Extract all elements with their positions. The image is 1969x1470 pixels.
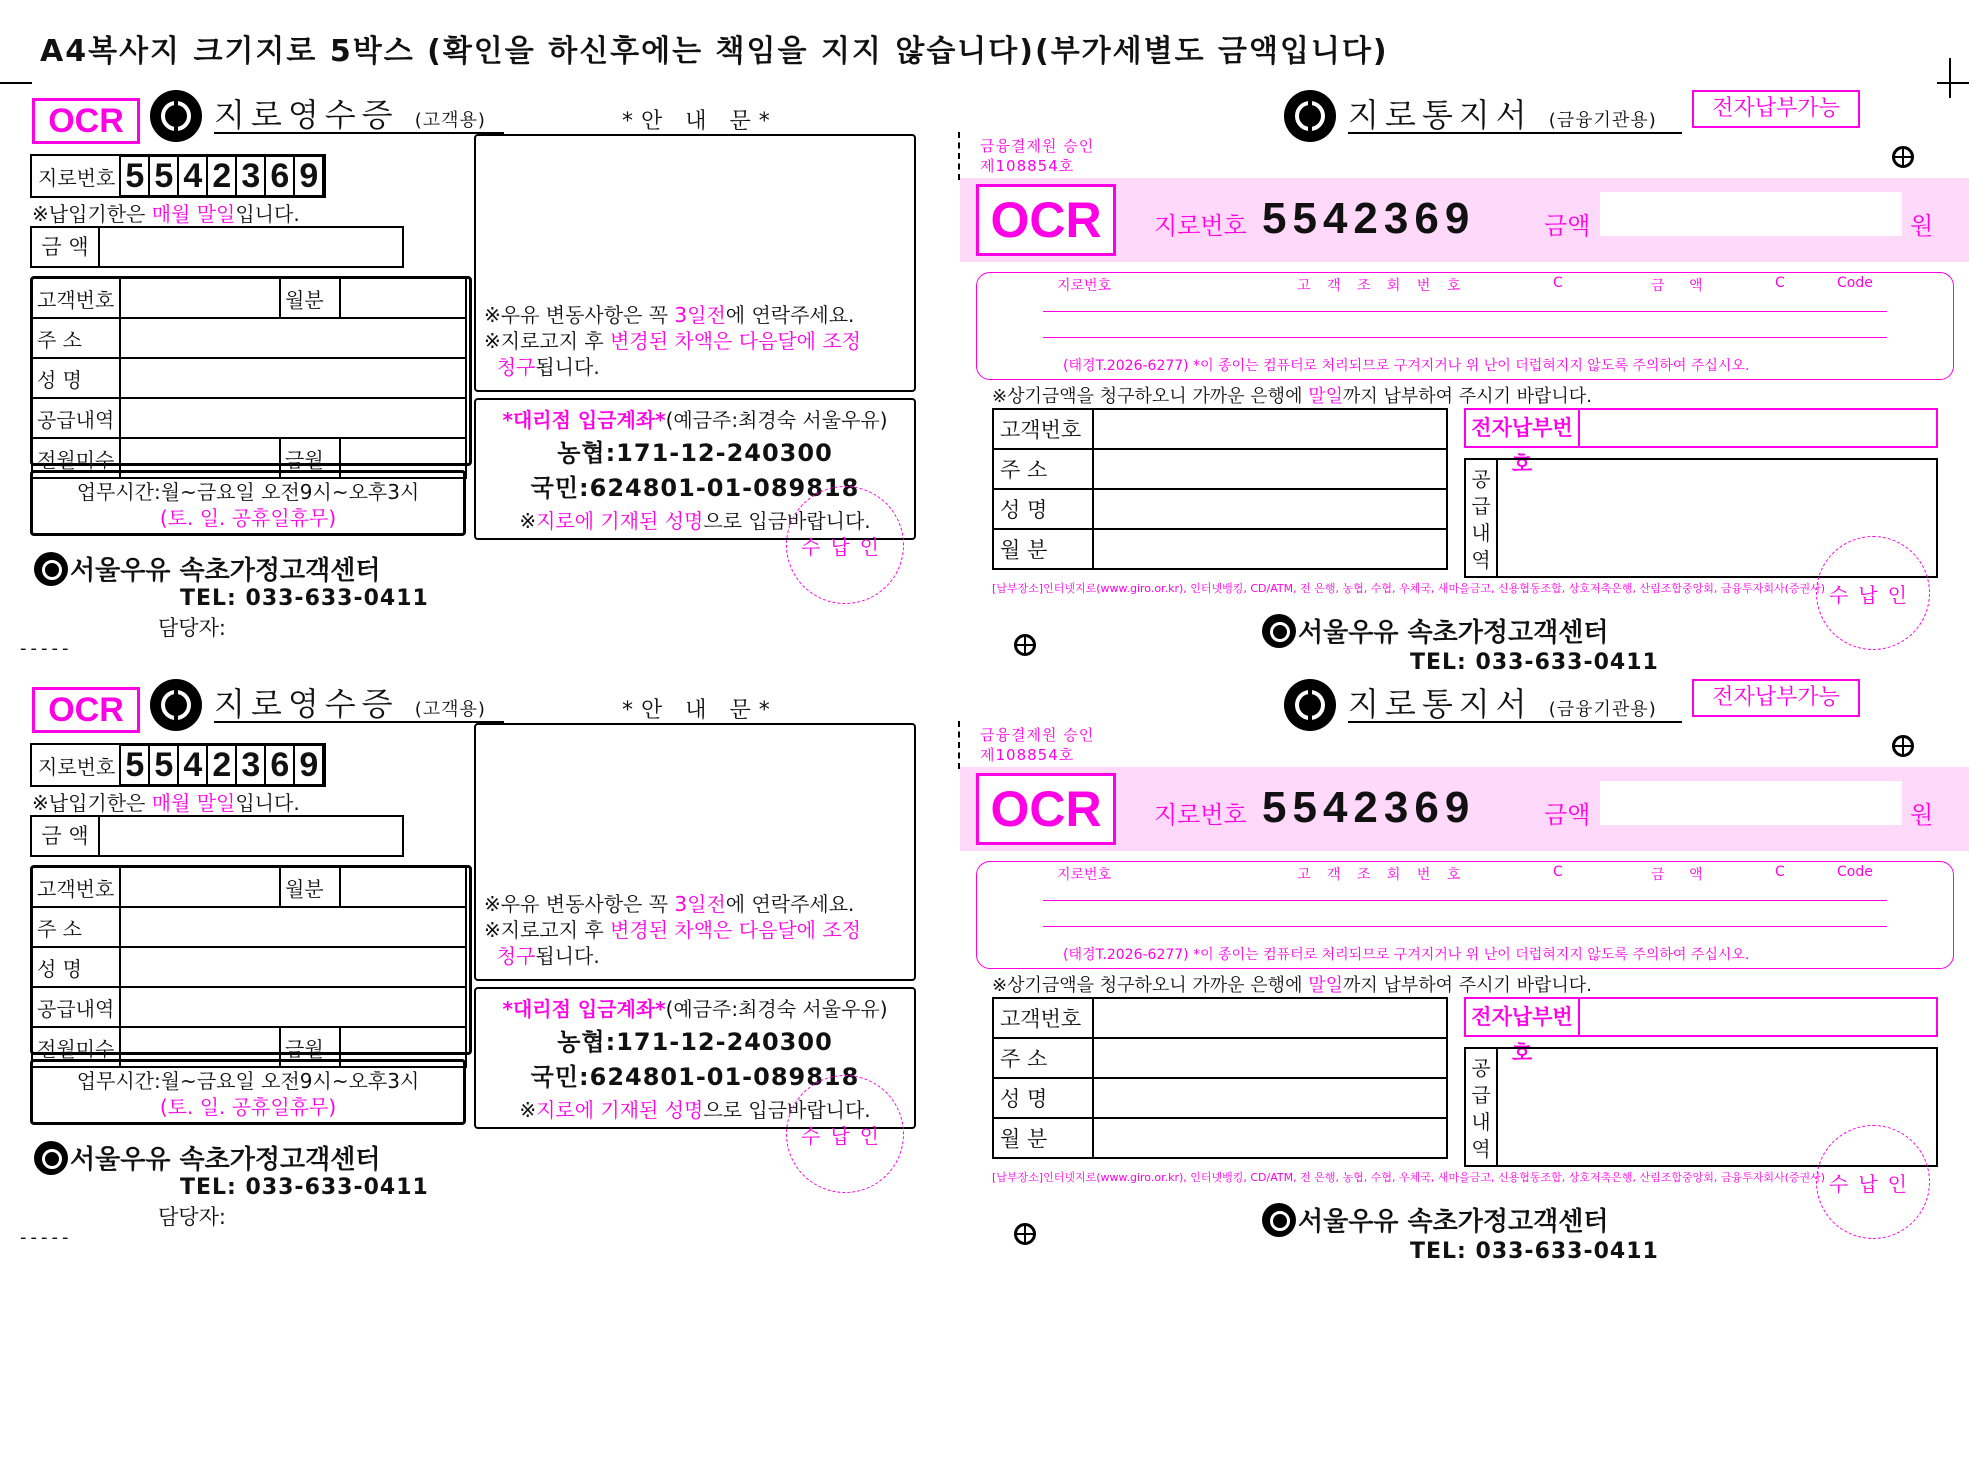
scan-head: 고 객 조 회 번 호 <box>1297 867 1467 883</box>
guide-text: ※우유 변동사항은 꼭 3일전에 연락주세요. ※지로고지 후 변경된 차액은 다음달에 조정 청구됩니다. <box>484 303 861 379</box>
guide-title: *안 내 문* <box>622 698 778 723</box>
supply-value[interactable] <box>120 987 466 1027</box>
receipt-info-table <box>31 866 467 1068</box>
giro-digit: 6 <box>264 744 295 786</box>
epay-number-box[interactable] <box>1464 408 1938 476</box>
customer-no-value[interactable] <box>120 867 280 907</box>
supply-label: 공급내역 <box>1466 460 1498 576</box>
address-label: 주 소 <box>32 318 120 358</box>
month-value[interactable] <box>340 867 466 907</box>
notice-ocr-label: OCR <box>976 184 1116 256</box>
epay-number-label: 전자납부번호 <box>1466 999 1580 1035</box>
receipt-giro-number <box>30 743 326 787</box>
receipt-title: 지로영수증 (고객용) <box>214 90 504 134</box>
center-tel: TEL: 033-633-0411 <box>180 586 429 611</box>
amount-label: 금 액 <box>32 228 100 266</box>
arrears-label: 전월미수 <box>32 1027 120 1067</box>
supply-label: 공급내역 <box>32 987 120 1027</box>
notice-ocr-label: OCR <box>976 773 1116 845</box>
guide-box <box>474 723 916 981</box>
address-value[interactable] <box>1093 1038 1447 1078</box>
customer-no-label: 고객번호 <box>993 409 1093 449</box>
notice-title: 지로통지서 (금융기관용) <box>1348 679 1682 723</box>
notice-info-table <box>992 408 1448 570</box>
fold-line <box>958 132 960 180</box>
giro-digit: 4 <box>177 744 208 786</box>
amount-label: 금 액 <box>32 817 100 855</box>
month-label: 월 분 <box>993 529 1093 569</box>
fold-line <box>958 721 960 769</box>
business-hours: 업무시간:월~금요일 오전9시~오후3시 (토. 일. 공휴일휴무) <box>30 1059 466 1125</box>
registration-mark-icon <box>1014 1223 1036 1245</box>
receipt-info-table <box>31 277 467 479</box>
scan-head: C <box>1553 275 1563 291</box>
address-label: 주 소 <box>32 907 120 947</box>
giro-form-set <box>0 685 1969 1275</box>
this-month-label: 금월 <box>280 1027 340 1067</box>
giro-logo-icon <box>150 90 202 142</box>
name-label: 성 명 <box>993 1078 1093 1118</box>
name-value[interactable] <box>1093 489 1447 529</box>
epay-number-box[interactable] <box>1464 997 1938 1065</box>
month-value[interactable] <box>340 278 466 318</box>
giro-digit: 2 <box>206 744 237 786</box>
scan-head: C <box>1775 864 1785 880</box>
notice-stamp-circle: 수납인 <box>1816 536 1930 650</box>
center-brand: 서울우유 속초가정고객센터 <box>1262 1201 1608 1238</box>
month-label: 월분 <box>280 278 340 318</box>
this-month-label: 금월 <box>280 438 340 478</box>
center-brand: 서울우유 속초가정고객센터 <box>34 550 380 587</box>
arrears-label: 전월미수 <box>32 438 120 478</box>
notice-stamp-circle: 수납인 <box>1816 1125 1930 1239</box>
giro-logo-icon <box>150 679 202 731</box>
scan-area <box>976 272 1954 380</box>
scan-head: C <box>1553 864 1563 880</box>
name-value[interactable] <box>120 358 466 398</box>
registration-mark-icon <box>1892 735 1914 757</box>
request-text: ※상기금액을 청구하오니 가까운 은행에 말일까지 납부하여 주시기 바랍니다. <box>992 975 1592 996</box>
giro-digit: 5 <box>148 155 179 197</box>
supply-label: 공급내역 <box>1466 1049 1498 1165</box>
center-brand: 서울우유 속초가정고객센터 <box>1262 612 1608 649</box>
won-label: 원 <box>1910 212 1934 240</box>
scan-head: 금 액 <box>1651 867 1713 883</box>
cut-line: ----- <box>20 1227 73 1248</box>
name-value[interactable] <box>120 947 466 987</box>
registration-mark-icon <box>1892 146 1914 168</box>
giro-digit: 5 <box>119 744 150 786</box>
payment-locations: [납부장소]인터넷지로(www.giro.or.kr), 인터넷뱅킹, CD/ATM, 전 은행, 농협, 수협, 우체국, 새마을금고, 신용협동조합, 상호저축은행, 산림조합중앙회, 금융투자회사(증권사) <box>992 582 1826 595</box>
scan-head: 지로번호 <box>1057 867 1112 883</box>
customer-no-label: 고객번호 <box>993 998 1093 1038</box>
epay-badge: 전자납부가능 <box>1692 679 1860 717</box>
crop-mark-left <box>0 82 32 84</box>
address-value[interactable] <box>120 318 466 358</box>
giro-digit: 9 <box>293 744 324 786</box>
giro-digit: 3 <box>235 744 266 786</box>
agent-account-box: *대리점 입금계좌*(예금주:최경숙 서울우유) 농협:171-12-240300 국민:624801-01-089818 ※지로에 기재된 성명으로 입금바랍니다. <box>474 987 916 1129</box>
epay-number-label: 전자납부번호 <box>1466 410 1580 446</box>
customer-no-label: 고객번호 <box>32 278 120 318</box>
scan-line <box>1043 926 1887 927</box>
customer-no-value[interactable] <box>1093 998 1447 1038</box>
month-value[interactable] <box>1093 1118 1447 1158</box>
giro-digit: 2 <box>206 155 237 197</box>
giro-digit: 6 <box>264 155 295 197</box>
month-value[interactable] <box>1093 529 1447 569</box>
giro-digit: 5 <box>148 744 179 786</box>
scan-head: C <box>1775 275 1785 291</box>
notice-amount-field[interactable] <box>1600 781 1902 825</box>
seoul-milk-logo-icon <box>1262 1203 1296 1237</box>
agent-account-box: *대리점 입금계좌*(예금주:최경숙 서울우유) 농협:171-12-240300 국민:624801-01-089818 ※지로에 기재된 성명으로 입금바랍니다. <box>474 398 916 540</box>
crop-mark-right <box>1937 82 1969 84</box>
name-label: 성 명 <box>993 489 1093 529</box>
receipt-stamp-circle: 수납인 <box>786 486 904 604</box>
approval-text: 금융결제원 승인 제108854호 <box>980 137 1095 175</box>
scan-head: Code <box>1837 275 1873 291</box>
scan-area <box>976 861 1954 969</box>
receipt-ocr-label: OCR <box>32 98 140 144</box>
name-label: 성 명 <box>32 358 120 398</box>
guide-box <box>474 134 916 392</box>
month-label: 월 분 <box>993 1118 1093 1158</box>
giro-logo-icon <box>1284 679 1336 731</box>
giro-digit: 9 <box>293 155 324 197</box>
guide-title: *안 내 문* <box>622 109 778 134</box>
giro-form-set <box>0 96 1969 686</box>
receipt-stamp-circle: 수납인 <box>786 1075 904 1193</box>
center-tel: TEL: 033-633-0411 <box>1410 650 1659 675</box>
giro-number-label: 지로번호 <box>38 754 116 779</box>
customer-no-value[interactable] <box>1093 409 1447 449</box>
supply-label: 공급내역 <box>32 398 120 438</box>
account-kb: 국민:624801-01-089818 <box>530 474 860 502</box>
address-value[interactable] <box>1093 449 1447 489</box>
address-value[interactable] <box>120 907 466 947</box>
payment-locations: [납부장소]인터넷지로(www.giro.or.kr), 인터넷뱅킹, CD/ATM, 전 은행, 농협, 수협, 우체국, 새마을금고, 신용협동조합, 상호저축은행, 산림조합중앙회, 금융투자회사(증권사) <box>992 1171 1826 1184</box>
epay-badge: 전자납부가능 <box>1692 90 1860 128</box>
center-tel: TEL: 033-633-0411 <box>1410 1239 1659 1264</box>
giro-digits <box>121 155 324 197</box>
account-nh: 농협:171-12-240300 <box>557 439 833 467</box>
notice-amount-field[interactable] <box>1600 192 1902 236</box>
seoul-milk-logo-icon <box>34 1141 68 1175</box>
address-label: 주 소 <box>993 1038 1093 1078</box>
cut-line: ----- <box>20 638 73 659</box>
scan-line <box>1043 337 1887 338</box>
notice-amount-label: 금액 <box>1544 801 1591 829</box>
scan-note: (태경T.2026-6277) *이 종이는 컴퓨터로 처리되므로 구겨지거나 위 난이 더럽혀지지 않도록 주의하여 주십시오. <box>1063 947 1750 963</box>
guide-text: ※우유 변동사항은 꼭 3일전에 연락주세요. ※지로고지 후 변경된 차액은 다음달에 조정 청구됩니다. <box>484 892 861 968</box>
giro-number-label: 지로번호 <box>38 165 116 190</box>
manager-label: 담당자: <box>158 1205 226 1229</box>
notice-giro-label: 지로번호 <box>1154 212 1247 240</box>
scan-head: 지로번호 <box>1057 278 1112 294</box>
giro-digits <box>121 744 324 786</box>
giro-digit: 5 <box>119 155 150 197</box>
notice-giro-label: 지로번호 <box>1154 801 1247 829</box>
account-nh: 농협:171-12-240300 <box>557 1028 833 1056</box>
seoul-milk-logo-icon <box>34 552 68 586</box>
customer-no-value[interactable] <box>120 278 280 318</box>
notice-title: 지로통지서 (금융기관용) <box>1348 90 1682 134</box>
due-date-note: ※납입기한은 매월 말일입니다. <box>32 202 300 226</box>
business-hours: 업무시간:월~금요일 오전9시~오후3시 (토. 일. 공휴일휴무) <box>30 470 466 536</box>
notice-giro-number: 5542369 <box>1262 783 1476 832</box>
receipt-giro-number <box>30 154 326 198</box>
receipt-amount-box[interactable] <box>30 226 404 268</box>
scan-head: 고 객 조 회 번 호 <box>1297 278 1467 294</box>
customer-no-label: 고객번호 <box>32 867 120 907</box>
notice-giro-number: 5542369 <box>1262 194 1476 243</box>
scan-line <box>1043 900 1887 901</box>
registration-mark-icon <box>1014 634 1036 656</box>
center-tel: TEL: 033-633-0411 <box>180 1175 429 1200</box>
notice-info-table <box>992 997 1448 1159</box>
receipt-amount-box[interactable] <box>30 815 404 857</box>
due-date-note: ※납입기한은 매월 말일입니다. <box>32 791 300 815</box>
approval-text: 금융결제원 승인 제108854호 <box>980 726 1095 764</box>
notice-amount-label: 금액 <box>1544 212 1591 240</box>
seoul-milk-logo-icon <box>1262 614 1296 648</box>
month-label: 월분 <box>280 867 340 907</box>
address-label: 주 소 <box>993 449 1093 489</box>
giro-digit: 4 <box>177 155 208 197</box>
scan-head: Code <box>1837 864 1873 880</box>
receipt-ocr-label: OCR <box>32 687 140 733</box>
won-label: 원 <box>1910 801 1934 829</box>
receipt-title: 지로영수증 (고객용) <box>214 679 504 723</box>
crop-mark-right-vertical <box>1949 58 1951 98</box>
scan-line <box>1043 311 1887 312</box>
scan-note: (태경T.2026-6277) *이 종이는 컴퓨터로 처리되므로 구겨지거나 위 난이 더럽혀지지 않도록 주의하여 주십시오. <box>1063 358 1750 374</box>
name-label: 성 명 <box>32 947 120 987</box>
manager-label: 담당자: <box>158 616 226 640</box>
giro-digit: 3 <box>235 155 266 197</box>
page-title: A4복사지 크기지로 5박스 (확인을 하신후에는 책임을 지지 않습니다)(부가세별도 금액입니다) <box>40 34 1389 69</box>
giro-logo-icon <box>1284 90 1336 142</box>
account-kb: 국민:624801-01-089818 <box>530 1063 860 1091</box>
scan-head: 금 액 <box>1651 278 1713 294</box>
request-text: ※상기금액을 청구하오니 가까운 은행에 말일까지 납부하여 주시기 바랍니다. <box>992 386 1592 407</box>
supply-value[interactable] <box>120 398 466 438</box>
name-value[interactable] <box>1093 1078 1447 1118</box>
center-brand: 서울우유 속초가정고객센터 <box>34 1139 380 1176</box>
